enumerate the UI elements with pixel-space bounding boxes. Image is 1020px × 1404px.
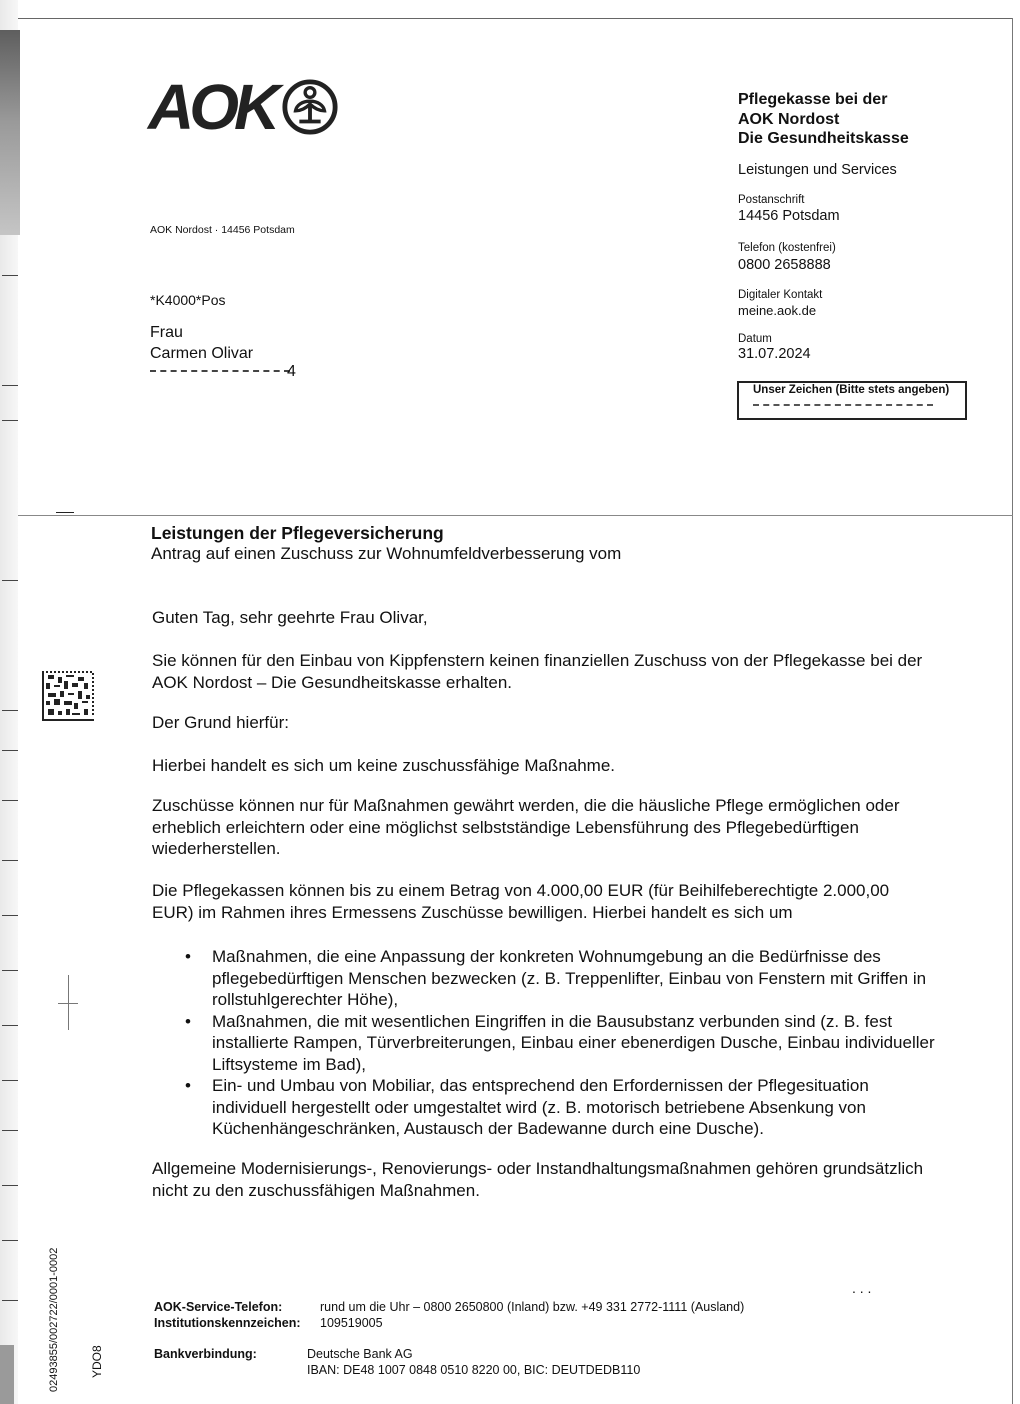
bullet-icon: • xyxy=(185,1011,191,1031)
edge-tick xyxy=(2,1300,18,1301)
paragraph: Sie können für den Einbau von Kippfenstern keinen finanziellen Zuschuss von der Pflegekasse bei der AOK Nordost – Die Gesundheitskasse erhalten. xyxy=(152,651,923,692)
paragraph: Die Pflegekassen können bis zu einem Betrag von 4.000,00 EUR (für Beihilfeberechtigte 2.000,00 EUR) im Rahmen ihres Ermessens Zuschüsse bewilligen. Hierbei handelt es sich um xyxy=(152,881,890,922)
edge-tick xyxy=(2,860,18,861)
page-right-edge xyxy=(1012,18,1013,1404)
bullet-icon: • xyxy=(185,1076,191,1095)
edge-tick xyxy=(2,580,18,581)
redacted-street xyxy=(150,370,290,372)
ik-label xyxy=(154,1316,301,1330)
telefon-label: Telefon (kostenfrei) xyxy=(738,242,836,254)
edge-tick xyxy=(2,800,18,801)
service-label: Leistungen und Services xyxy=(738,162,897,178)
letterhead-title-line: Pflegekasse bei der xyxy=(738,91,888,108)
edge-tick xyxy=(2,750,18,751)
bank-label-text: Bankverbindung: xyxy=(154,1347,257,1361)
bank-iban: IBAN: DE48 1007 0848 0510 8220 00, BIC: DEUTDEDB110 xyxy=(307,1363,641,1377)
logo-text: AOK xyxy=(148,71,276,143)
aok-logo xyxy=(148,70,339,144)
date-label: Datum xyxy=(738,333,772,345)
letterhead-title-line: Die Gesundheitskasse xyxy=(738,130,909,147)
postanschrift-value: 14456 Potsdam xyxy=(738,208,840,224)
edge-tick xyxy=(2,1130,18,1131)
side-document-code: 02493855/002722/0001-0002 xyxy=(48,1247,60,1392)
edge-tick xyxy=(2,420,18,421)
recipient-name: Carmen Olivar xyxy=(150,345,254,362)
recipient-code: *K4000*Pos xyxy=(150,292,226,308)
side-code-short: YDO8 xyxy=(90,1345,104,1378)
fold-tick xyxy=(56,512,74,513)
list-item xyxy=(185,1075,945,1140)
fold-mark xyxy=(18,515,1013,516)
paragraph: Allgemeine Modernisierungs-, Renovierungs- oder Instandhaltungsmaßnahmen gehören grundsätzlich nicht zu den zuschussfähigen Maßnahmen. xyxy=(152,1159,924,1200)
edge-tick xyxy=(2,385,18,386)
continuation-mark: . . . xyxy=(852,1280,872,1296)
bullet-icon: • xyxy=(185,947,191,966)
bank-name: Deutsche Bank AG xyxy=(307,1347,413,1361)
list-item-text: Maßnahmen, die eine Anpassung der konkreten Wohnumgebung an die Bedürfnisse des pflegebedürftigen Menschen bezwecken (z. B. Treppenlifter, Einbau von Fenstern mit Griffen in rollstuhlgerechter Höhe), xyxy=(212,947,927,1009)
letterhead-title xyxy=(738,90,909,149)
sender-line: AOK Nordost · 14456 Potsdam xyxy=(150,224,295,236)
ik-label-text: Institutionskennzeichen: xyxy=(154,1316,301,1330)
edge-tick xyxy=(2,915,18,916)
edge-tick xyxy=(2,1240,18,1241)
service-phone-value: rund um die Uhr – 0800 2650800 (Inland) bzw. +49 331 2772-1111 (Ausland) xyxy=(320,1300,745,1314)
bank-label xyxy=(154,1347,257,1361)
paragraph: Hierbei handelt es sich um keine zuschussfähige Maßnahme. xyxy=(152,756,616,775)
service-phone-label xyxy=(154,1300,282,1314)
datamatrix-code xyxy=(42,671,94,721)
digital-contact-value: meine.aok.de xyxy=(738,303,817,318)
scan-shadow-bottom xyxy=(0,1345,14,1404)
list-item-text: Ein- und Umbau von Mobiliar, das entsprechend den Erfordernissen der Pflegesituation individuell hergestellt oder umgestaltet wird (z. B. motorisch betriebene Absenkung von Küchenhängeschränken, Austausch der Badewanne durch eine Dusche). xyxy=(212,1076,869,1138)
aok-tree-icon xyxy=(281,78,339,136)
list-item xyxy=(185,1011,945,1076)
edge-tick xyxy=(2,970,18,971)
page-top-edge xyxy=(18,18,1013,19)
date-value: 31.07.2024 xyxy=(738,346,811,362)
greeting: Guten Tag, sehr geehrte Frau Olivar, xyxy=(152,608,428,627)
service-phone-label-text: AOK-Service-Telefon: xyxy=(154,1300,283,1314)
telefon-value: 0800 2658888 xyxy=(738,257,831,273)
list-item xyxy=(185,946,945,1011)
scan-shadow xyxy=(0,30,20,235)
paragraph: Zuschüsse können nur für Maßnahmen gewährt werden, die die häusliche Pflege ermöglichen oder erheblich erleichtern oder eine möglichst selbstständige Lebensführung des Pflegebedürftigen wiederherstellen. xyxy=(152,796,900,858)
edge-tick xyxy=(2,710,18,711)
digital-contact-label: Digitaler Kontakt xyxy=(738,289,823,301)
reference-label: Unser Zeichen (Bitte stets angeben) xyxy=(753,384,950,396)
edge-tick xyxy=(2,1080,18,1081)
edge-tick xyxy=(2,275,18,276)
redacted-reference xyxy=(753,404,933,406)
list-item-text: Maßnahmen, die mit wesentlichen Eingriffen in die Bausubstanz verbunden sind (z. B. fest installierte Rampen, Türverbreiterungen, Einbau einer ebenerdigen Dusche, Einbau individueller Liftsysteme im Bad), xyxy=(212,1011,935,1074)
ik-value: 109519005 xyxy=(320,1316,383,1330)
recipient-street-tail: 4 xyxy=(287,363,296,380)
edge-tick xyxy=(2,1025,18,1026)
subject-line: Antrag auf einen Zuschuss zur Wohnumfeldverbesserung vom xyxy=(151,544,622,563)
letterhead-title-line: AOK Nordost xyxy=(738,110,840,128)
paragraph: Der Grund hierfür: xyxy=(152,713,289,732)
recipient-salutation: Frau xyxy=(150,324,183,341)
punch-mark xyxy=(58,1003,78,1004)
bullet-list xyxy=(185,946,945,1140)
subject-title: Leistungen der Pflegeversicherung xyxy=(151,523,444,543)
postanschrift-label: Postanschrift xyxy=(738,194,805,206)
reference-box xyxy=(737,381,967,420)
edge-tick xyxy=(2,1185,18,1186)
